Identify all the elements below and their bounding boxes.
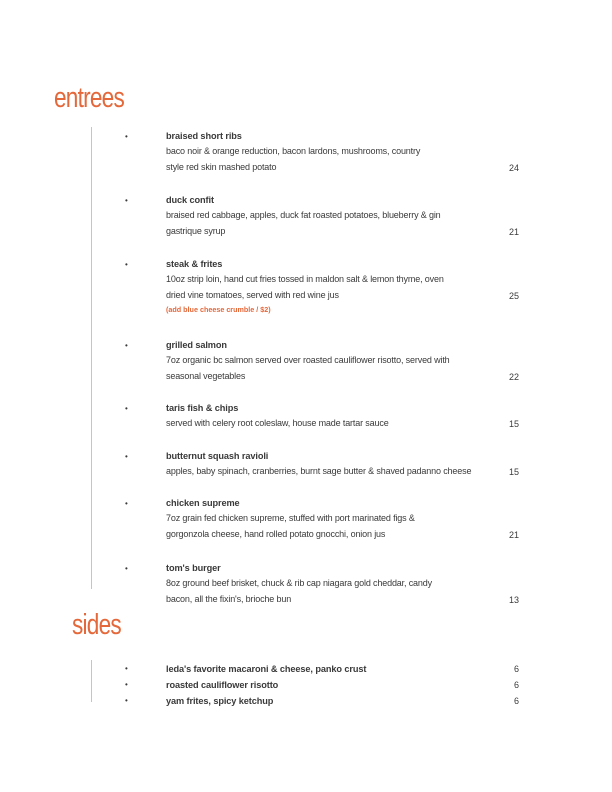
entrees-rule bbox=[91, 127, 92, 589]
side-price: 6 bbox=[513, 680, 519, 690]
entree-bullet: • bbox=[125, 341, 128, 350]
entree-description-line: served with celery root coleslaw, house made tartar sauce bbox=[166, 418, 389, 428]
entree-item bbox=[166, 496, 466, 542]
entree-price: 24 bbox=[508, 163, 519, 173]
entree-description-line: gorgonzola cheese, hand rolled potato gnocchi, onion jus bbox=[166, 529, 386, 539]
entree-description-line: 7oz organic bc salmon served over roasted cauliflower risotto, served with bbox=[166, 355, 450, 365]
entree-description-line: 10oz strip loin, hand cut fries tossed in maldon salt & lemon thyme, oven bbox=[166, 274, 444, 284]
entree-price: 21 bbox=[508, 530, 519, 540]
entree-description bbox=[166, 415, 466, 431]
entree-name: grilled salmon bbox=[166, 340, 227, 350]
entree-description-line: dried vine tomatoes, served with red wine jus bbox=[166, 290, 339, 300]
entree-description-line: bacon, all the fixin's, brioche bun bbox=[166, 594, 292, 604]
side-item-name: yam frites, spicy ketchup bbox=[166, 696, 274, 706]
entree-bullet: • bbox=[125, 132, 128, 141]
entree-description bbox=[166, 207, 466, 239]
entree-description-line: 8oz ground beef brisket, chuck & rib cap niagara gold cheddar, candy bbox=[166, 578, 432, 588]
entree-description bbox=[166, 271, 466, 303]
sides-heading: sides bbox=[72, 609, 121, 641]
side-item-name: roasted cauliflower risotto bbox=[166, 680, 279, 690]
entree-item bbox=[166, 338, 466, 384]
side-bullet: • bbox=[125, 696, 128, 705]
entree-description-line: seasonal vegetables bbox=[166, 371, 246, 381]
entree-description bbox=[166, 352, 466, 384]
entree-price: 15 bbox=[508, 419, 519, 429]
side-bullet: • bbox=[125, 680, 128, 689]
entree-item bbox=[166, 129, 466, 175]
side-bullet: • bbox=[125, 664, 128, 673]
entree-description bbox=[166, 143, 466, 175]
entree-name: taris fish & chips bbox=[166, 403, 239, 413]
entree-description-line: gastrique syrup bbox=[166, 226, 226, 236]
entree-item bbox=[166, 449, 472, 479]
entree-item bbox=[166, 561, 466, 607]
entree-bullet: • bbox=[125, 196, 128, 205]
side-item-name: leda's favorite macaroni & cheese, panko crust bbox=[166, 664, 367, 674]
entree-bullet: • bbox=[125, 260, 128, 269]
entree-price: 15 bbox=[508, 467, 519, 477]
entree-price: 13 bbox=[508, 595, 519, 605]
entree-bullet: • bbox=[125, 499, 128, 508]
entree-bullet: • bbox=[125, 404, 128, 413]
entree-bullet: • bbox=[125, 564, 128, 573]
entree-item bbox=[166, 193, 466, 239]
entree-name: duck confit bbox=[166, 195, 214, 205]
entree-name: butternut squash ravioli bbox=[166, 451, 269, 461]
entree-name: steak & frites bbox=[166, 259, 223, 269]
entree-description-line: baco noir & orange reduction, bacon lardons, mushrooms, country bbox=[166, 146, 421, 156]
entree-price: 22 bbox=[508, 372, 519, 382]
entree-name: braised short ribs bbox=[166, 131, 242, 141]
entree-price: 25 bbox=[508, 291, 519, 301]
side-price: 6 bbox=[513, 696, 519, 706]
entree-item bbox=[166, 257, 466, 317]
entree-addon-note: (add blue cheese crumble / $2) bbox=[166, 305, 271, 314]
entree-description-line: apples, baby spinach, cranberries, burnt sage butter & shaved padanno cheese bbox=[166, 466, 472, 476]
entrees-heading: entrees bbox=[54, 82, 124, 114]
entree-price: 21 bbox=[508, 227, 519, 237]
sides-rule bbox=[91, 660, 92, 702]
entree-item bbox=[166, 401, 466, 431]
side-price: 6 bbox=[513, 664, 519, 674]
entree-description bbox=[166, 510, 466, 542]
entree-description bbox=[166, 575, 466, 607]
entree-description bbox=[166, 463, 472, 479]
entree-bullet: • bbox=[125, 452, 128, 461]
entree-description-line: style red skin mashed potato bbox=[166, 162, 277, 172]
entree-name: tom's burger bbox=[166, 563, 221, 573]
entree-description-line: 7oz grain fed chicken supreme, stuffed with port marinated figs & bbox=[166, 513, 415, 523]
entree-name: chicken supreme bbox=[166, 498, 240, 508]
entree-description-line: braised red cabbage, apples, duck fat roasted potatoes, blueberry & gin bbox=[166, 210, 441, 220]
